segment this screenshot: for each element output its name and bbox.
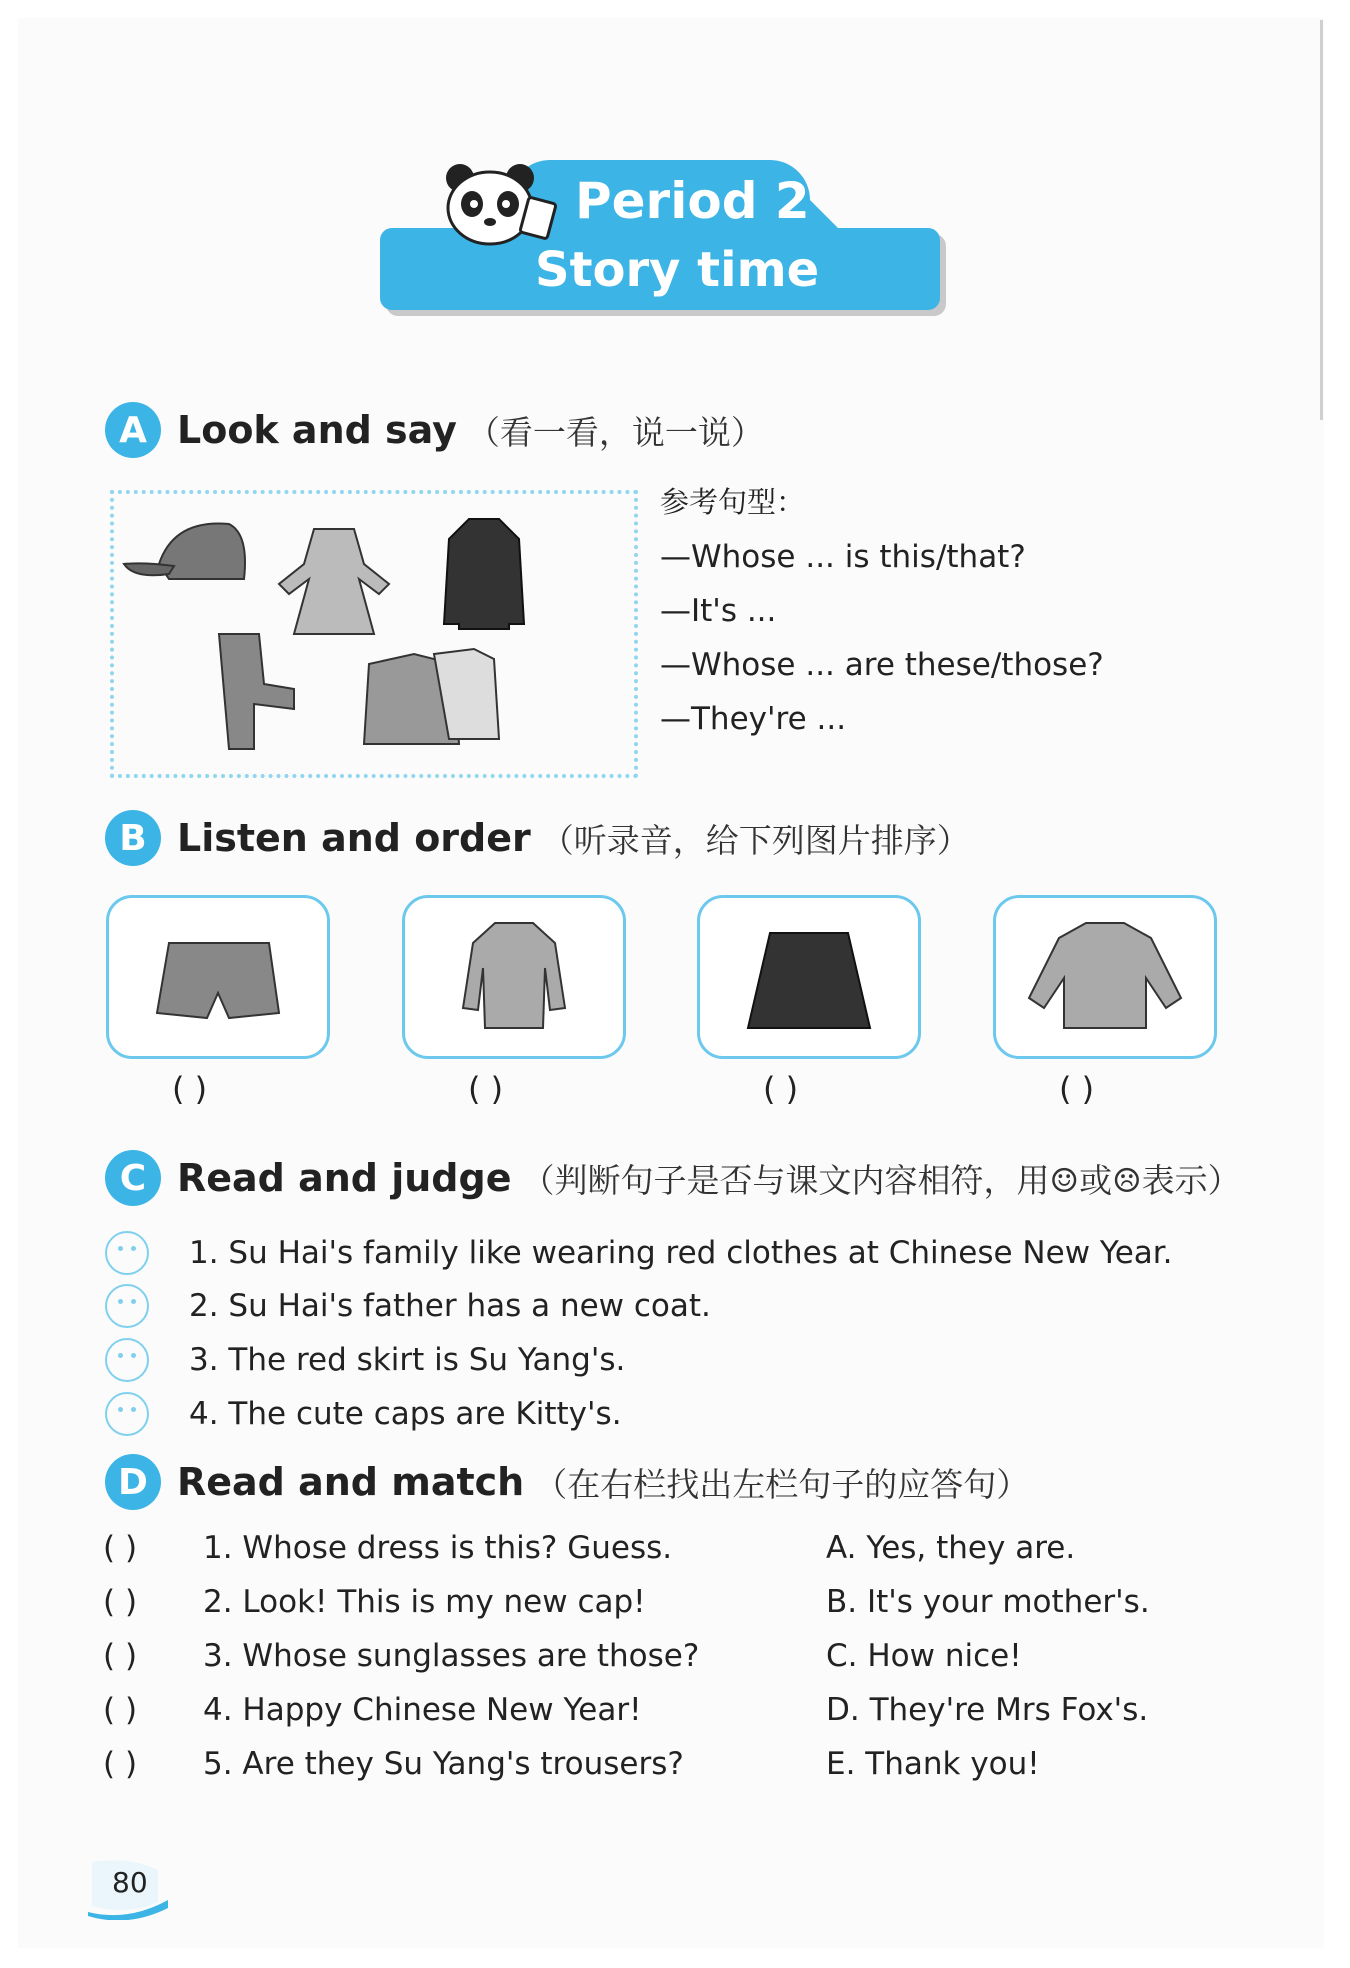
section-badge: A xyxy=(105,402,161,458)
story-title: Story time xyxy=(535,242,820,298)
match-blank[interactable]: ( ) xyxy=(103,1584,138,1620)
smiley-face-icon[interactable] xyxy=(105,1284,149,1328)
section-badge: C xyxy=(105,1150,161,1206)
order-blank[interactable]: ( ) xyxy=(1059,1070,1095,1108)
picture-card-jacket xyxy=(993,895,1217,1059)
match-blank[interactable]: ( ) xyxy=(103,1530,138,1566)
judge-item xyxy=(105,1392,622,1436)
judge-sentence: 4. The cute caps are Kitty's. xyxy=(189,1396,622,1432)
judge-item xyxy=(105,1231,1173,1275)
jacket-icon xyxy=(996,898,1214,1056)
question-text: 1. Whose dress is this? Guess. xyxy=(203,1530,673,1566)
match-answer: E. Thank you! xyxy=(826,1746,1040,1782)
skirt-icon xyxy=(700,898,918,1056)
section-subtitle: （听录音，给下列图片排序） xyxy=(540,820,970,860)
match-answer: A. Yes, they are. xyxy=(826,1530,1076,1566)
question-text: 5. Are they Su Yang's trousers? xyxy=(203,1746,684,1782)
reference-patterns xyxy=(660,480,1104,755)
judge-sentence: 2. Su Hai's father has a new coat. xyxy=(189,1288,711,1324)
picture-card-skirt xyxy=(697,895,921,1059)
clothes-image-box xyxy=(110,490,638,778)
judge-sentence: 3. The red skirt is Su Yang's. xyxy=(189,1342,626,1378)
section-subtitle: （在右栏找出左栏句子的应答句） xyxy=(534,1464,1030,1504)
section-title: Look and say xyxy=(177,408,457,452)
match-question xyxy=(103,1584,646,1620)
section-a-header xyxy=(105,400,764,460)
picture-card-shorts xyxy=(106,895,330,1059)
shirt-icon xyxy=(405,898,623,1056)
period-title: Period 2 xyxy=(575,172,810,230)
section-title: Read and match xyxy=(177,1460,525,1504)
page-edge xyxy=(1320,20,1323,420)
match-blank[interactable]: ( ) xyxy=(103,1746,138,1782)
match-question xyxy=(103,1692,642,1728)
pattern-line: —Whose ... is this/that? xyxy=(660,539,1026,575)
match-answer: D. They're Mrs Fox's. xyxy=(826,1692,1149,1728)
pattern-line: —It's ... xyxy=(660,593,777,629)
judge-sentence: 1. Su Hai's family like wearing red clothes at Chinese New Year. xyxy=(189,1235,1173,1271)
judge-item xyxy=(105,1284,711,1328)
trousers-icon xyxy=(219,634,294,749)
coat-icon xyxy=(444,519,524,629)
match-question xyxy=(103,1530,672,1566)
section-subtitle: （看一看，说一说） xyxy=(466,412,764,452)
order-blank[interactable]: ( ) xyxy=(468,1070,504,1108)
page-number-badge xyxy=(88,1860,168,1920)
picture-card-shirt xyxy=(402,895,626,1059)
reference-header: 参考句型： xyxy=(660,485,806,519)
section-c-header xyxy=(105,1148,1241,1208)
section-badge: D xyxy=(105,1454,161,1510)
section-badge: B xyxy=(105,810,161,866)
match-blank[interactable]: ( ) xyxy=(103,1638,138,1674)
section-subtitle: （判断句子是否与课文内容相符，用☺或☹表示） xyxy=(521,1160,1241,1200)
question-text: 4. Happy Chinese New Year! xyxy=(203,1692,642,1728)
match-question xyxy=(103,1638,699,1674)
section-b-header xyxy=(105,808,970,868)
pattern-line: —Whose ... are these/those? xyxy=(660,647,1104,683)
cap-icon xyxy=(124,524,245,580)
section-title: Read and judge xyxy=(177,1156,512,1200)
order-blank[interactable]: ( ) xyxy=(172,1070,208,1108)
jackets-icon xyxy=(364,649,499,744)
section-title: Listen and order xyxy=(177,816,531,860)
panda-mascot-icon xyxy=(440,160,560,260)
section-d-header xyxy=(105,1452,1029,1512)
smiley-face-icon[interactable] xyxy=(105,1392,149,1436)
pattern-line: —They're ... xyxy=(660,701,847,737)
question-text: 2. Look! This is my new cap! xyxy=(203,1584,646,1620)
judge-item xyxy=(105,1338,625,1382)
shorts-icon xyxy=(109,898,327,1056)
question-text: 3. Whose sunglasses are those? xyxy=(203,1638,700,1674)
order-blank[interactable]: ( ) xyxy=(763,1070,799,1108)
match-blank[interactable]: ( ) xyxy=(103,1692,138,1728)
match-answer: C. How nice! xyxy=(826,1638,1022,1674)
dress-icon xyxy=(279,529,389,634)
match-answer: B. It's your mother's. xyxy=(826,1584,1150,1620)
match-question xyxy=(103,1746,684,1782)
smiley-face-icon[interactable] xyxy=(105,1231,149,1275)
smiley-face-icon[interactable] xyxy=(105,1338,149,1382)
page-number: 80 xyxy=(112,1866,148,1899)
